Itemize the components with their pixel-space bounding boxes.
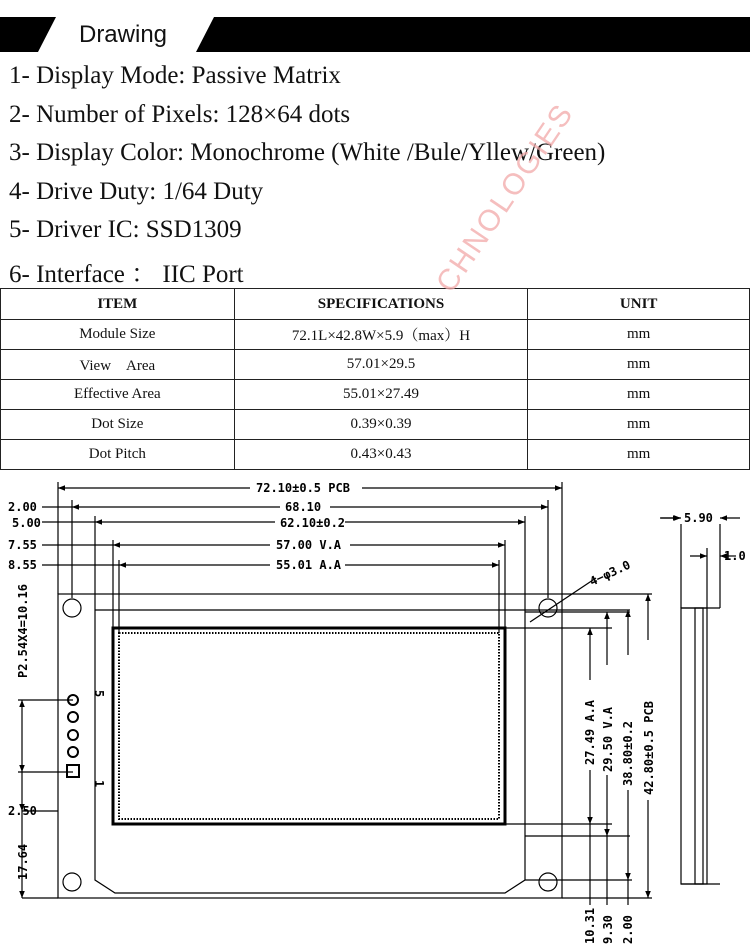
dim-active-area-height: 27.49 A.A xyxy=(583,699,597,765)
dim-62: 62.10±0.2 xyxy=(280,516,346,530)
spec-table xyxy=(0,288,750,470)
table-cell: mm xyxy=(528,320,750,350)
table-cell: Dot Pitch xyxy=(1,440,235,470)
dim-side-glass: 1.0 xyxy=(724,549,746,563)
table-cell: View Area xyxy=(1,350,235,380)
dim-pin-pitch: P2.54X4=10.16 xyxy=(16,584,30,678)
table-row xyxy=(1,320,750,350)
table-cell: 72.1L×42.8W×5.9（max）H xyxy=(234,320,528,350)
spec-interface: 6- Interface ： IIC Port xyxy=(9,261,244,288)
table-cell: mm xyxy=(528,380,750,410)
dim-250: 2.50 xyxy=(8,804,37,818)
mount-hole-tl xyxy=(63,599,81,617)
table-cell: Dot Size xyxy=(1,410,235,440)
table-header-specifications: SPECIFICATIONS xyxy=(234,289,528,320)
dim-200-bottom: 2.00 xyxy=(621,915,635,944)
active-area xyxy=(119,633,499,819)
dim-pcb-width: 72.10±0.5 PCB xyxy=(256,481,350,495)
mount-hole-bl xyxy=(63,873,81,891)
pin-4 xyxy=(68,712,78,722)
table-header-row xyxy=(1,289,750,320)
page-title: Drawing xyxy=(78,21,168,48)
table-row xyxy=(1,440,750,470)
dim-active-area-width: 55.01 A.A xyxy=(276,558,342,572)
dim-view-area-width: 57.00 V.A xyxy=(276,538,342,552)
view-area xyxy=(113,628,505,824)
watermark: CHNOLOGIES xyxy=(430,97,581,299)
dim-offset-500: 5.00 xyxy=(12,516,41,530)
table-header-item: ITEM xyxy=(1,289,235,320)
table-header-unit: UNIT xyxy=(528,289,750,320)
dim-side-thickness: 5.90 xyxy=(684,511,713,525)
dim-offset-855: 8.55 xyxy=(8,558,37,572)
table-cell: Effective Area xyxy=(1,380,235,410)
dim-hole: 4−φ3.0 xyxy=(587,557,633,589)
glass-outline xyxy=(95,610,525,893)
dim-1031: 10.31 xyxy=(583,907,597,944)
dim-1764: 17.64 xyxy=(16,843,30,880)
dim-offset-755: 7.55 xyxy=(8,538,37,552)
pin-2 xyxy=(68,747,78,757)
pin-label-1: 1 xyxy=(92,780,106,788)
pin-3 xyxy=(68,730,78,740)
spec-duty: 4- Drive Duty: 1/64 Duty xyxy=(9,178,264,205)
dim-930: 9.30 xyxy=(601,915,615,944)
table-cell: mm xyxy=(528,350,750,380)
dim-pcb-height: 42.80±0.5 PCB xyxy=(642,701,656,795)
table-cell: 0.43×0.43 xyxy=(234,440,528,470)
dim-glass-height: 38.80±0.2 xyxy=(621,720,635,786)
table-cell: 55.01×27.49 xyxy=(234,380,528,410)
dim-offset-200: 2.00 xyxy=(8,500,37,514)
side-view-body xyxy=(681,608,703,884)
pin-label-5: 5 xyxy=(92,690,106,698)
mechanical-drawing xyxy=(0,470,750,946)
table-cell: 57.01×29.5 xyxy=(234,350,528,380)
spec-display-mode: 1- Display Mode: Passive Matrix xyxy=(9,62,341,89)
table-cell: mm xyxy=(528,440,750,470)
mount-hole-br xyxy=(539,873,557,891)
table-cell: mm xyxy=(528,410,750,440)
dim-view-area-height: 29.50 V.A xyxy=(601,706,615,772)
table-cell: 0.39×0.39 xyxy=(234,410,528,440)
table-row xyxy=(1,380,750,410)
table-row xyxy=(1,410,750,440)
spec-color: 3- Display Color: Monochrome (White /Bule/Yllew/Green) xyxy=(9,139,606,166)
pin-1 xyxy=(67,765,79,777)
table-row xyxy=(1,350,750,380)
spec-driver-ic: 5- Driver IC: SSD1309 xyxy=(9,216,242,243)
dim-68: 68.10 xyxy=(285,500,322,514)
pcb-outline xyxy=(58,594,562,898)
spec-pixels: 2- Number of Pixels: 128×64 dots xyxy=(9,101,351,128)
table-cell: Module Size xyxy=(1,320,235,350)
